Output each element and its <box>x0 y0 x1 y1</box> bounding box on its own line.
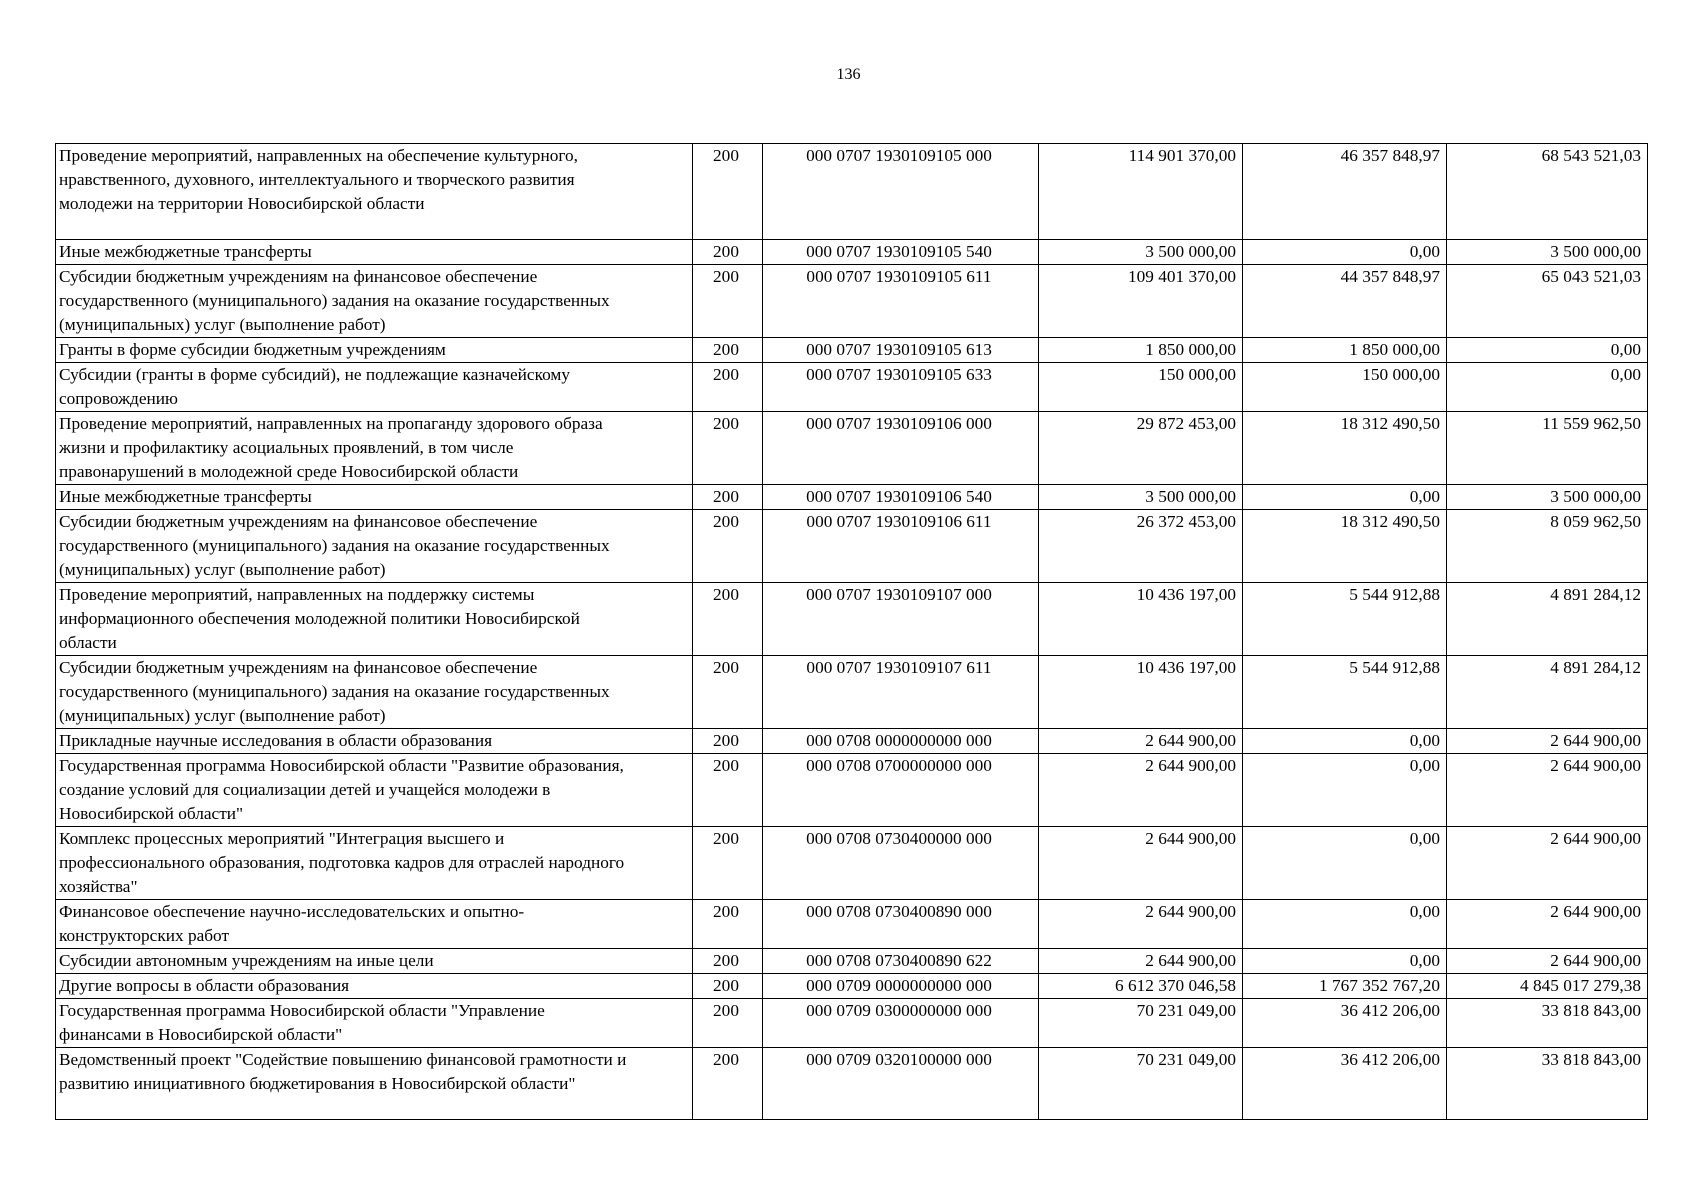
table-row <box>56 583 1648 656</box>
row-unexecuted-cell: 68 543 521,03 <box>1447 144 1648 240</box>
row-budget-code-cell: 000 0708 0730400890 000 <box>763 900 1039 949</box>
row-admin-code-cell: 200 <box>693 900 763 949</box>
row-budget-code-cell: 000 0708 0700000000 000 <box>763 754 1039 827</box>
row-budget-code-cell: 000 0707 1930109105 613 <box>763 338 1039 363</box>
table-row <box>56 754 1648 827</box>
row-approved-cell: 2 644 900,00 <box>1039 949 1243 974</box>
row-executed-cell: 18 312 490,50 <box>1243 412 1447 485</box>
row-budget-code-cell: 000 0707 1930109106 540 <box>763 485 1039 510</box>
row-approved-cell: 6 612 370 046,58 <box>1039 974 1243 999</box>
row-approved-cell: 3 500 000,00 <box>1039 485 1243 510</box>
table-row <box>56 656 1648 729</box>
row-name-cell: Иные межбюджетные трансферты <box>56 240 693 265</box>
row-executed-cell: 5 544 912,88 <box>1243 583 1447 656</box>
row-name-cell: Проведение мероприятий, направленных на пропаганду здорового образа жизни и профилактику асоциальных проявлений, в том числе правонарушений в молодежной среде Новосибирской области <box>56 412 693 485</box>
row-unexecuted-cell: 11 559 962,50 <box>1447 412 1648 485</box>
row-name-cell: Государственная программа Новосибирской области "Управление финансами в Новосибирской области" <box>56 999 693 1048</box>
row-executed-cell: 0,00 <box>1243 827 1447 900</box>
row-budget-code-cell: 000 0707 1930109106 000 <box>763 412 1039 485</box>
row-admin-code-cell: 200 <box>693 412 763 485</box>
row-admin-code-cell: 200 <box>693 754 763 827</box>
row-admin-code-cell: 200 <box>693 949 763 974</box>
table-row <box>56 240 1648 265</box>
row-unexecuted-cell: 4 891 284,12 <box>1447 583 1648 656</box>
table-row <box>56 485 1648 510</box>
row-unexecuted-cell: 8 059 962,50 <box>1447 510 1648 583</box>
row-approved-cell: 2 644 900,00 <box>1039 827 1243 900</box>
row-executed-cell: 5 544 912,88 <box>1243 656 1447 729</box>
row-name-cell: Иные межбюджетные трансферты <box>56 485 693 510</box>
table-row <box>56 338 1648 363</box>
table-row <box>56 412 1648 485</box>
row-unexecuted-cell: 3 500 000,00 <box>1447 240 1648 265</box>
row-budget-code-cell: 000 0707 1930109105 540 <box>763 240 1039 265</box>
table-row <box>56 144 1648 240</box>
row-approved-cell: 3 500 000,00 <box>1039 240 1243 265</box>
row-approved-cell: 29 872 453,00 <box>1039 412 1243 485</box>
row-approved-cell: 1 850 000,00 <box>1039 338 1243 363</box>
row-approved-cell: 2 644 900,00 <box>1039 754 1243 827</box>
row-approved-cell: 2 644 900,00 <box>1039 900 1243 949</box>
row-name-cell: Субсидии автономным учреждениям на иные цели <box>56 949 693 974</box>
row-approved-cell: 70 231 049,00 <box>1039 1048 1243 1120</box>
row-executed-cell: 36 412 206,00 <box>1243 1048 1447 1120</box>
row-budget-code-cell: 000 0709 0300000000 000 <box>763 999 1039 1048</box>
row-admin-code-cell: 200 <box>693 1048 763 1120</box>
row-budget-code-cell: 000 0707 1930109107 611 <box>763 656 1039 729</box>
row-unexecuted-cell: 2 644 900,00 <box>1447 949 1648 974</box>
row-name-cell: Прикладные научные исследования в области образования <box>56 729 693 754</box>
table-row <box>56 827 1648 900</box>
row-executed-cell: 0,00 <box>1243 900 1447 949</box>
row-budget-code-cell: 000 0707 1930109105 633 <box>763 363 1039 412</box>
row-unexecuted-cell: 65 043 521,03 <box>1447 265 1648 338</box>
row-budget-code-cell: 000 0707 1930109105 611 <box>763 265 1039 338</box>
row-name-cell: Субсидии (гранты в форме субсидий), не подлежащие казначейскому сопровождению <box>56 363 693 412</box>
row-unexecuted-cell: 4 845 017 279,38 <box>1447 974 1648 999</box>
table-body <box>56 144 1648 1120</box>
row-executed-cell: 1 850 000,00 <box>1243 338 1447 363</box>
row-unexecuted-cell: 2 644 900,00 <box>1447 900 1648 949</box>
table-row <box>56 999 1648 1048</box>
row-unexecuted-cell: 33 818 843,00 <box>1447 999 1648 1048</box>
row-executed-cell: 0,00 <box>1243 949 1447 974</box>
row-admin-code-cell: 200 <box>693 363 763 412</box>
row-budget-code-cell: 000 0707 1930109106 611 <box>763 510 1039 583</box>
row-admin-code-cell: 200 <box>693 729 763 754</box>
row-budget-code-cell: 000 0707 1930109107 000 <box>763 583 1039 656</box>
table-row <box>56 729 1648 754</box>
row-unexecuted-cell: 2 644 900,00 <box>1447 729 1648 754</box>
row-admin-code-cell: 200 <box>693 240 763 265</box>
row-name-cell: Субсидии бюджетным учреждениям на финансовое обеспечение государственного (муниципального) задания на оказание государственных (муниципальных) услуг (выполнение работ) <box>56 510 693 583</box>
row-unexecuted-cell: 0,00 <box>1447 363 1648 412</box>
row-budget-code-cell: 000 0708 0000000000 000 <box>763 729 1039 754</box>
row-budget-code-cell: 000 0709 0000000000 000 <box>763 974 1039 999</box>
row-admin-code-cell: 200 <box>693 974 763 999</box>
row-admin-code-cell: 200 <box>693 656 763 729</box>
row-approved-cell: 114 901 370,00 <box>1039 144 1243 240</box>
row-admin-code-cell: 200 <box>693 338 763 363</box>
row-executed-cell: 150 000,00 <box>1243 363 1447 412</box>
row-budget-code-cell: 000 0709 0320100000 000 <box>763 1048 1039 1120</box>
row-budget-code-cell: 000 0708 0730400000 000 <box>763 827 1039 900</box>
table-row <box>56 363 1648 412</box>
table-row <box>56 900 1648 949</box>
row-admin-code-cell: 200 <box>693 265 763 338</box>
row-name-cell: Ведомственный проект "Содействие повышению финансовой грамотности и развитию инициативного бюджетирования в Новосибирской области" <box>56 1048 693 1120</box>
row-executed-cell: 46 357 848,97 <box>1243 144 1447 240</box>
row-executed-cell: 36 412 206,00 <box>1243 999 1447 1048</box>
row-name-cell: Финансовое обеспечение научно-исследовательских и опытно- конструкторских работ <box>56 900 693 949</box>
row-executed-cell: 0,00 <box>1243 729 1447 754</box>
row-unexecuted-cell: 0,00 <box>1447 338 1648 363</box>
row-name-cell: Комплекс процессных мероприятий "Интеграция высшего и профессионального образования, подготовка кадров для отраслей народного хозяйства" <box>56 827 693 900</box>
row-unexecuted-cell: 2 644 900,00 <box>1447 827 1648 900</box>
row-executed-cell: 0,00 <box>1243 754 1447 827</box>
row-executed-cell: 0,00 <box>1243 485 1447 510</box>
row-unexecuted-cell: 2 644 900,00 <box>1447 754 1648 827</box>
row-unexecuted-cell: 33 818 843,00 <box>1447 1048 1648 1120</box>
row-admin-code-cell: 200 <box>693 583 763 656</box>
row-name-cell: Проведение мероприятий, направленных на поддержку системы информационного обеспечения молодежной политики Новосибирской области <box>56 583 693 656</box>
row-approved-cell: 2 644 900,00 <box>1039 729 1243 754</box>
row-unexecuted-cell: 3 500 000,00 <box>1447 485 1648 510</box>
table-row <box>56 265 1648 338</box>
table-row <box>56 949 1648 974</box>
row-name-cell: Государственная программа Новосибирской области "Развитие образования, создание условий для социализации детей и учащейся молодежи в Новосибирской области" <box>56 754 693 827</box>
row-budget-code-cell: 000 0708 0730400890 622 <box>763 949 1039 974</box>
row-name-cell: Проведение мероприятий, направленных на обеспечение культурного, нравственного, духовного, интеллектуального и творческого развития молодежи на территории Новосибирской области <box>56 144 693 240</box>
row-approved-cell: 10 436 197,00 <box>1039 583 1243 656</box>
row-executed-cell: 44 357 848,97 <box>1243 265 1447 338</box>
row-name-cell: Субсидии бюджетным учреждениям на финансовое обеспечение государственного (муниципального) задания на оказание государственных (муниципальных) услуг (выполнение работ) <box>56 656 693 729</box>
table-row <box>56 1048 1648 1120</box>
row-admin-code-cell: 200 <box>693 144 763 240</box>
page-number: 136 <box>836 66 861 83</box>
row-name-cell: Субсидии бюджетным учреждениям на финансовое обеспечение государственного (муниципального) задания на оказание государственных (муниципальных) услуг (выполнение работ) <box>56 265 693 338</box>
row-budget-code-cell: 000 0707 1930109105 000 <box>763 144 1039 240</box>
row-executed-cell: 18 312 490,50 <box>1243 510 1447 583</box>
row-admin-code-cell: 200 <box>693 510 763 583</box>
row-admin-code-cell: 200 <box>693 999 763 1048</box>
row-approved-cell: 109 401 370,00 <box>1039 265 1243 338</box>
table-row <box>56 510 1648 583</box>
row-approved-cell: 150 000,00 <box>1039 363 1243 412</box>
row-admin-code-cell: 200 <box>693 485 763 510</box>
budget-execution-table <box>55 143 1648 1120</box>
row-executed-cell: 1 767 352 767,20 <box>1243 974 1447 999</box>
row-approved-cell: 70 231 049,00 <box>1039 999 1243 1048</box>
row-unexecuted-cell: 4 891 284,12 <box>1447 656 1648 729</box>
row-name-cell: Гранты в форме субсидии бюджетным учреждениям <box>56 338 693 363</box>
table-row <box>56 974 1648 999</box>
row-name-cell: Другие вопросы в области образования <box>56 974 693 999</box>
row-approved-cell: 10 436 197,00 <box>1039 656 1243 729</box>
row-admin-code-cell: 200 <box>693 827 763 900</box>
row-executed-cell: 0,00 <box>1243 240 1447 265</box>
row-approved-cell: 26 372 453,00 <box>1039 510 1243 583</box>
